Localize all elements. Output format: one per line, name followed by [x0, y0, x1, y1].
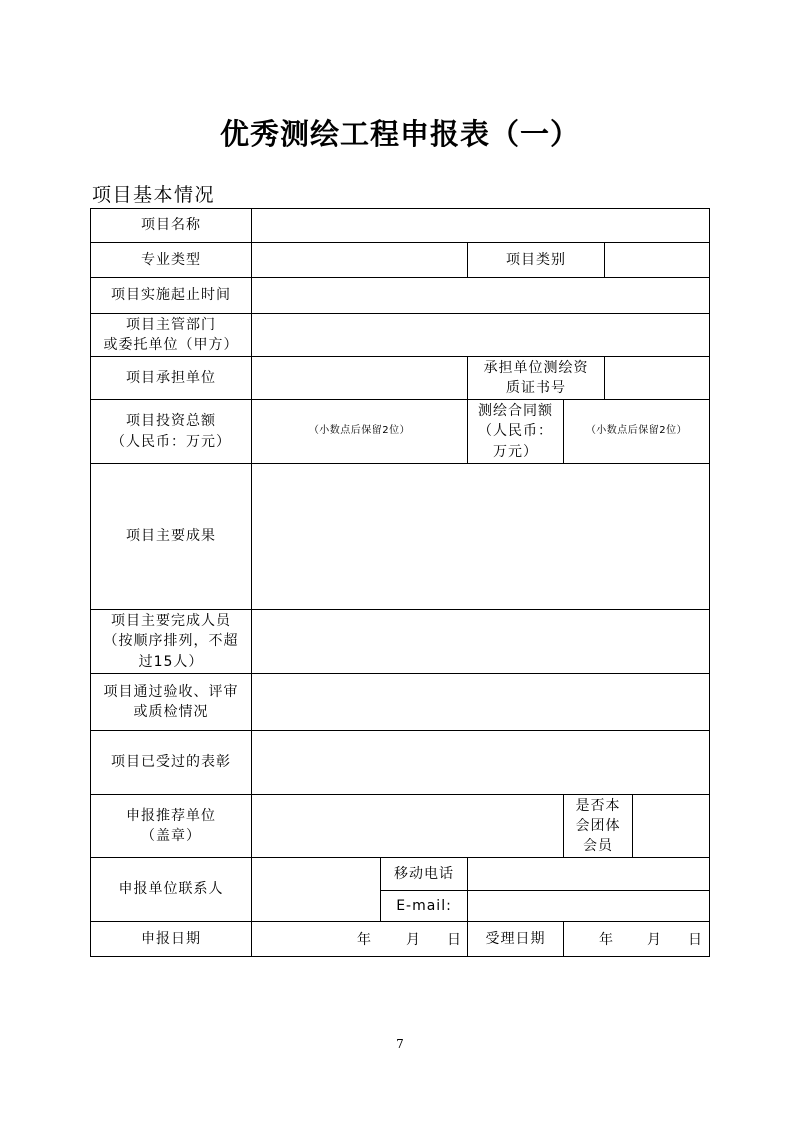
investment-total-field[interactable]: （小数点后保留2位） — [308, 425, 411, 437]
member-field[interactable] — [633, 795, 709, 857]
application-date-field[interactable] — [252, 922, 467, 956]
contract-amount-label: 测绘合同额 （人民币： 万元） — [478, 403, 553, 460]
acceptance-field[interactable] — [252, 674, 709, 730]
contact-field[interactable] — [252, 858, 380, 921]
project-category-label: 项目类别 — [506, 251, 566, 268]
main-results-field[interactable] — [252, 464, 709, 609]
certificate-number-label: 承担单位测绘资 质证书号 — [483, 359, 589, 396]
authority-field[interactable] — [252, 314, 709, 356]
specialty-type-field[interactable] — [252, 243, 467, 277]
acceptance-label: 项目通过验收、评审 或质检情况 — [103, 683, 239, 720]
day-label: 日 — [688, 932, 703, 948]
main-personnel-field[interactable] — [252, 610, 709, 673]
table-line — [709, 208, 710, 957]
project-name-field[interactable] — [252, 209, 709, 242]
main-results-label: 项目主要成果 — [126, 528, 216, 545]
project-category-field[interactable] — [605, 243, 709, 277]
application-date-label: 申报日期 — [141, 930, 201, 947]
section-title: 项目基本情况 — [92, 184, 216, 206]
implementation-period-label: 项目实施起止时间 — [111, 287, 231, 304]
contact-label: 申报单位联系人 — [118, 881, 224, 898]
project-name-label: 项目名称 — [141, 217, 201, 234]
mobile-field[interactable] — [468, 858, 709, 890]
awards-label: 项目已受过的表彰 — [111, 754, 231, 771]
email-label: E-mail: — [396, 897, 452, 914]
implementation-period-field[interactable] — [252, 278, 709, 313]
recommending-unit-label: 申报推荐单位 （盖章） — [126, 807, 216, 844]
month-label: 月 — [406, 932, 421, 948]
undertaking-unit-field[interactable] — [252, 357, 467, 399]
specialty-type-label: 专业类型 — [141, 251, 201, 268]
recommending-unit-field[interactable] — [252, 795, 563, 857]
year-label: 年 — [599, 932, 614, 948]
acceptance-date-field[interactable] — [564, 922, 709, 956]
email-field[interactable] — [468, 891, 709, 921]
year-label: 年 — [357, 932, 372, 948]
acceptance-date-label: 受理日期 — [485, 930, 546, 947]
contract-amount-field[interactable]: （小数点后保留2位） — [585, 425, 688, 437]
day-label: 日 — [447, 932, 462, 948]
page-number: 7 — [396, 1037, 404, 1051]
page-title: 优秀测绘工程申报表（一） — [219, 117, 580, 151]
mobile-label: 移动电话 — [394, 865, 454, 882]
awards-field[interactable] — [252, 731, 709, 794]
table-line — [90, 956, 710, 957]
authority-label: 项目主管部门 或委托单位（甲方） — [103, 316, 239, 353]
main-personnel-label: 项目主要完成人员 （按顺序排列，不超 过15人） — [103, 613, 239, 670]
undertaking-unit-label: 项目承担单位 — [126, 369, 216, 386]
certificate-number-field[interactable] — [605, 357, 709, 399]
month-label: 月 — [647, 932, 662, 948]
investment-total-label: 项目投资总额 （人民币：万元） — [111, 413, 231, 450]
member-label: 是否本 会团体 会员 — [575, 797, 621, 855]
